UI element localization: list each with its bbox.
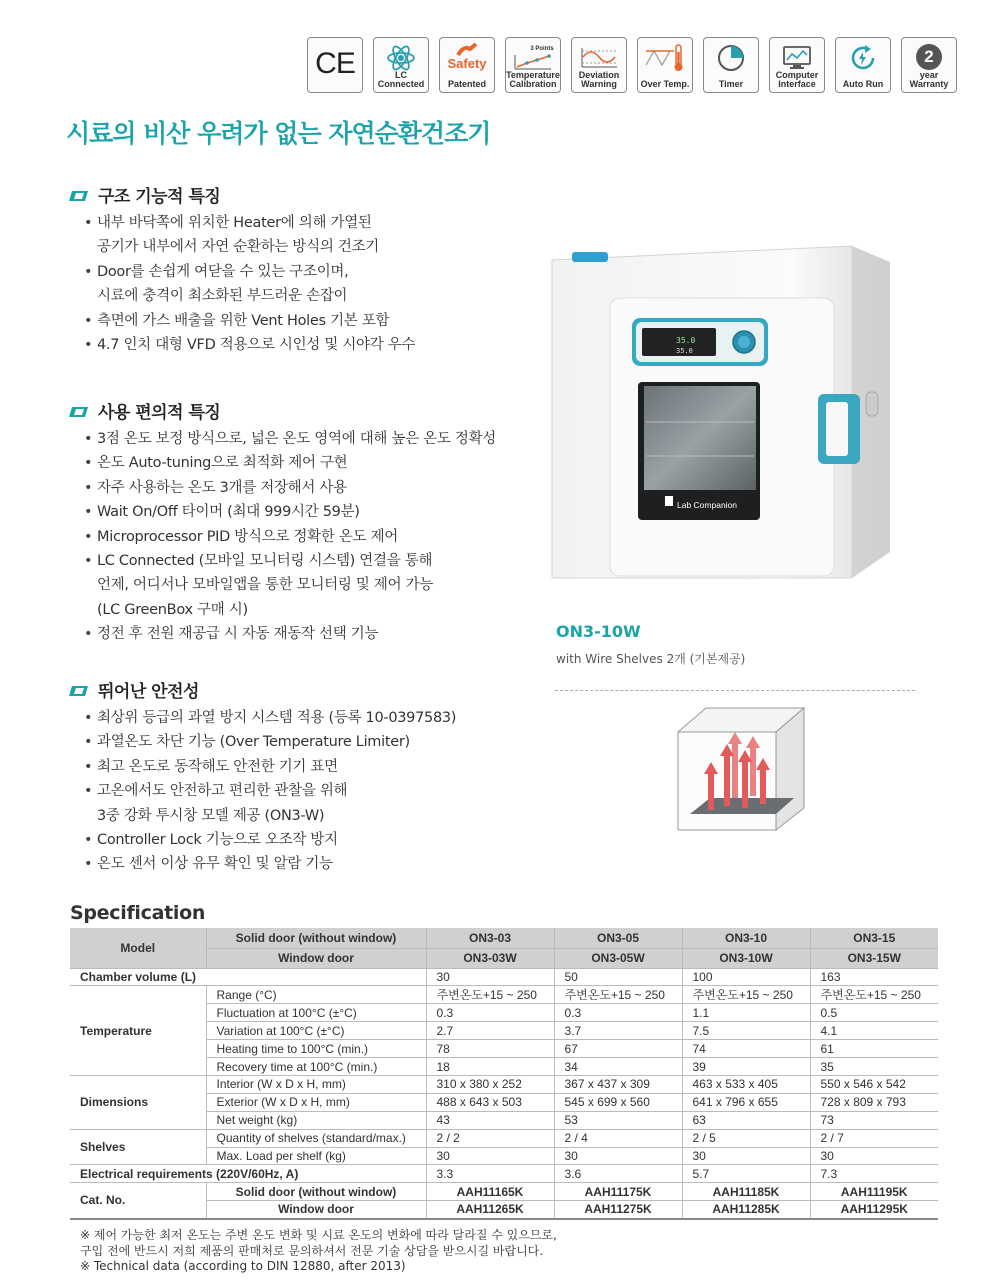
section-heading-safety: 뛰어난 안전성 (68, 677, 199, 702)
list-item: • 온도 Auto-tuning으로 최적화 제어 구현 (84, 451, 496, 475)
list-item: • 온도 센서 이상 유무 확인 및 알람 기능 (84, 852, 456, 876)
specification-heading: Specification (70, 902, 206, 924)
temperature-calibration-icon: 3 Points Temperature Calibration (505, 37, 561, 93)
table-row: Chamber volume (L) 30 50 100 163 (70, 968, 938, 986)
table-row: Dimensions Interior (W x D x H, mm) 310 x 380 x 252 367 x 437 x 309 463 x 533 x 405 550 x 546 x 542 (70, 1075, 938, 1093)
divider (555, 690, 915, 691)
list-item: • 최고 온도로 동작해도 안전한 기기 표면 (84, 755, 456, 779)
page-title: 시료의 비산 우려가 없는 자연순환건조기 (66, 119, 491, 148)
specification-table (70, 928, 938, 1220)
display-top: 35.0 (676, 336, 696, 345)
list-item: • 최상위 등급의 과열 방지 시스템 적용 (등록 10-0397583) (84, 706, 456, 730)
list-item: • Microprocessor PID 방식으로 정확한 온도 제어 (84, 525, 496, 549)
table-row: Model Solid door (without window) ON3-03 ON3-05 ON3-10 ON3-15 (70, 928, 938, 948)
timer-icon: Timer (703, 37, 759, 93)
display-bottom: 35.0 (676, 347, 693, 355)
list-item: • 측면에 가스 배출을 위한 Vent Holes 기본 포함 (84, 309, 415, 333)
section-marker-icon (68, 188, 90, 202)
convenience-feature-list (84, 427, 496, 647)
ce-mark-icon: CE (307, 37, 363, 93)
table-row: Max. Load per shelf (kg) 30 30 30 30 (70, 1147, 938, 1165)
model-subtitle: with Wire Shelves 2개 (기본제공) (556, 652, 746, 666)
footnote: ※ Technical data (according to DIN 12880, after 2013) (80, 1259, 406, 1273)
safety-feature-list (84, 706, 456, 877)
list-item: • 고온에서도 안전하고 편리한 관찰을 위해 3중 강화 투시창 모델 제공 (ON3-W) (84, 779, 456, 828)
section-marker-icon (68, 683, 90, 697)
table-row: Fluctuation at 100°C (±°C) 0.3 0.3 1.1 0.5 (70, 1004, 938, 1022)
table-row: Exterior (W x D x H, mm) 488 x 643 x 503 545 x 699 x 560 641 x 796 x 655 728 x 809 x 793 (70, 1093, 938, 1111)
table-row: Cat. No. Solid door (without window) AAH11165K AAH11175K AAH11185K AAH11195K (70, 1183, 938, 1201)
list-item: • 자주 사용하는 온도 3개를 저장해서 사용 (84, 476, 496, 500)
table-row: Temperature Range (°C) 주변온도+15 ~ 250 주변온도+15 ~ 250 주변온도+15 ~ 250 주변온도+15 ~ 250 (70, 986, 938, 1004)
list-item: • 3점 온도 보정 방식으로, 넓은 온도 영역에 대해 높은 온도 정확성 (84, 427, 496, 451)
list-item: • 내부 바닥쪽에 위치한 Heater에 의해 가열된 공기가 내부에서 자연 순환하는 방식의 건조기 (84, 211, 415, 260)
table-row: Shelves Quantity of shelves (standard/max.) 2 / 2 2 / 4 2 / 5 2 / 7 (70, 1129, 938, 1147)
table-row: Recovery time at 100°C (min.) 18 34 39 35 (70, 1058, 938, 1076)
list-item: • Wait On/Off 타이머 (최대 999시간 59분) (84, 500, 496, 524)
structure-feature-list (84, 211, 415, 357)
section-marker-icon (68, 404, 90, 418)
footnote: ※ 제어 가능한 최저 온도는 주변 온도 변화 및 시료 온도의 변화에 따라 달라질 수 있으므로, 구입 전에 반드시 저희 제품의 판매처로 문의하셔서 전문 기술 상담을 받으시길 바랍니다. (80, 1228, 557, 1258)
computer-interface-icon: Computer Interface (769, 37, 825, 93)
safety-patented-icon: Safety Patented (439, 37, 495, 93)
feature-icons (307, 37, 957, 93)
table-row: Net weight (kg) 43 53 63 73 (70, 1111, 938, 1129)
list-item: • Controller Lock 기능으로 오조작 방지 (84, 828, 456, 852)
list-item: • 정전 후 전원 재공급 시 자동 재동작 선택 기능 (84, 622, 496, 646)
table-row: Variation at 100°C (±°C) 2.7 3.7 7.5 4.1 (70, 1022, 938, 1040)
table-row: Window door AAH11265K AAH11275K AAH11285K AAH11295K (70, 1201, 938, 1219)
over-temp-icon: Over Temp. (637, 37, 693, 93)
section-heading-convenience: 사용 편의적 특징 (68, 398, 220, 423)
list-item: • Door를 손쉽게 여닫을 수 있는 구조이며, 시료에 충격이 최소화된 부드러운 손잡이 (84, 260, 415, 309)
model-name: ON3-10W (556, 622, 641, 641)
table-row: Electrical requirements (220V/60Hz, A) 3.3 3.6 5.7 7.3 (70, 1165, 938, 1183)
list-item: • 4.7 인치 대형 VFD 적용으로 시인성 및 시야각 우수 (84, 333, 415, 357)
auto-run-icon: Auto Run (835, 37, 891, 93)
table-row: Heating time to 100°C (min.) 78 67 74 61 (70, 1040, 938, 1058)
natural-convection-diagram (672, 704, 808, 832)
footnotes (80, 1228, 557, 1275)
table-row: Window door ON3-03W ON3-05W ON3-10W ON3-15W (70, 948, 938, 968)
deviation-warning-icon: Deviation Warning (571, 37, 627, 93)
drying-oven-image (548, 242, 893, 582)
warranty-icon: 2 year Warranty (901, 37, 957, 93)
list-item: • 과열온도 차단 기능 (Over Temperature Limiter) (84, 730, 456, 754)
list-item: • LC Connected (모바일 모니터링 시스템) 연결을 통해 언제, 어디서나 모바일앱을 통한 모니터링 및 제어 가능 (LC GreenBox 구매 시) (84, 549, 496, 622)
lc-connected-icon: LC Connected (373, 37, 429, 93)
brand-label: Lab Companion (677, 500, 738, 510)
model-header: Model (70, 928, 206, 968)
section-heading-structure: 구조 기능적 특징 (68, 182, 220, 207)
